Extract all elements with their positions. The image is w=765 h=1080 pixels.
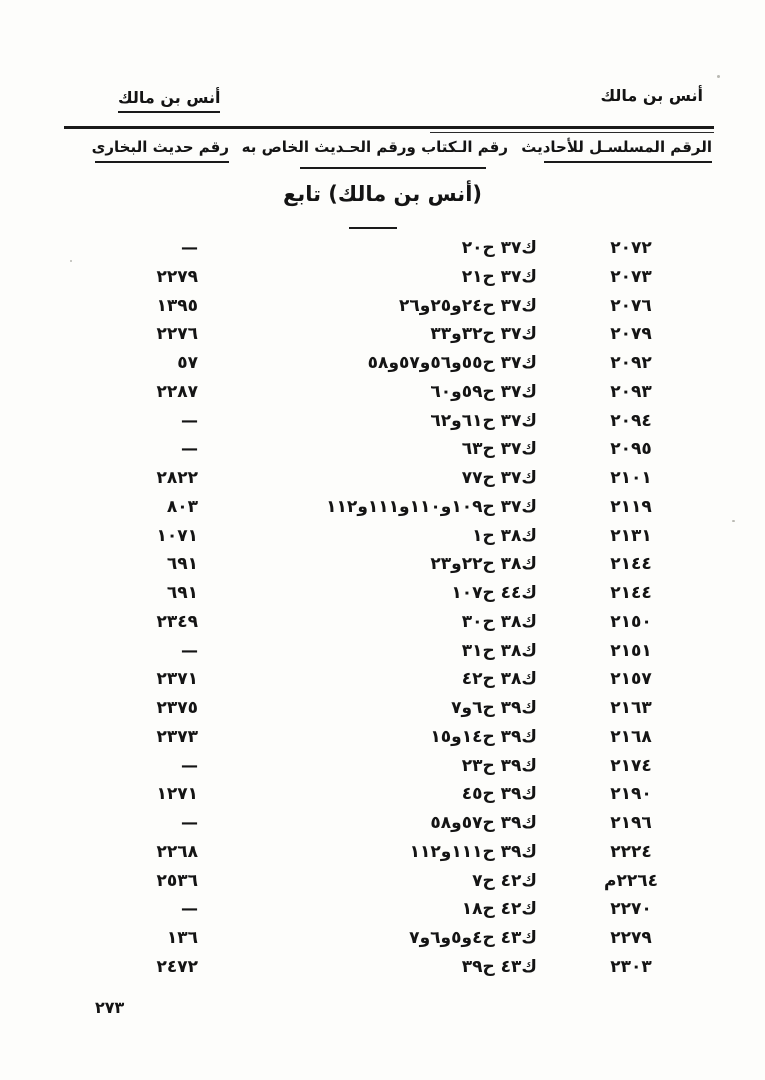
serial-number-cell: ٢١٩٠ [610, 784, 652, 805]
bukhari-number-cell: ٢٢٧٦ [156, 324, 198, 345]
bukhari-number-cell: ١٣٦ [166, 928, 198, 948]
table-row [0, 378, 765, 407]
running-head-left: أنس بن مالك [118, 88, 220, 113]
serial-number-cell: ٢١٣١ [610, 525, 652, 546]
table-row [0, 493, 765, 522]
scan-speck [70, 260, 72, 262]
bukhari-number-cell: — [181, 410, 198, 431]
table-row [0, 694, 765, 723]
book-hadith-number-cell: ك٣٨ ح١ [472, 525, 537, 546]
scan-speck [717, 75, 720, 78]
bukhari-number-cell: — [181, 755, 198, 776]
column-header-book-hadith-underline [300, 167, 486, 169]
column-header-serial: الرقم المسلسـل للأحاديث [544, 138, 712, 163]
book-hadith-number-cell: ك٣٨ ح٣٠ [461, 611, 537, 632]
table-row [0, 752, 765, 781]
bukhari-number-cell: — [181, 439, 198, 460]
table-row [0, 464, 765, 493]
table-row [0, 407, 765, 436]
serial-number-cell: ٢٠٩٣ [610, 381, 652, 402]
bukhari-number-cell: ٢٣٧٣ [156, 726, 198, 747]
bukhari-number-cell: — [181, 640, 198, 661]
table-row [0, 637, 765, 666]
bukhari-number-cell: ٦٩١ [166, 554, 198, 575]
book-hadith-number-cell: ك٣٩ ح٢٣ [461, 755, 537, 776]
running-head-right: أنس بن مالك [600, 86, 703, 105]
book-hadith-number-cell: ك٣٨ ح٢٢و٢٣ [430, 554, 537, 575]
bukhari-number-cell: ٥٧ [177, 353, 198, 373]
table-row [0, 838, 765, 867]
bukhari-number-cell: ٢٢٦٨ [156, 841, 198, 862]
book-hadith-number-cell: ك٤٣ ح٤و٥و٦و٧ [409, 928, 537, 948]
bukhari-number-cell: ٢٣٤٩ [156, 611, 198, 632]
serial-number-cell: ٢٠٧٣ [610, 266, 652, 287]
book-hadith-number-cell: ك٣٧ ح٥٥و٥٦و٥٧و٥٨ [367, 353, 537, 373]
serial-number-cell: ٢٢٦٤م [604, 870, 658, 891]
section-title-mark [349, 227, 397, 229]
serial-number-cell: ٢٠٧٩ [610, 324, 652, 345]
table-row [0, 809, 765, 838]
bukhari-number-cell: ٦٩١ [166, 583, 198, 603]
bukhari-number-cell: ١٢٧١ [156, 784, 198, 805]
serial-number-cell: ٢١٦٣ [610, 698, 652, 718]
column-header-bukhari: رقم حديث البخارى [95, 138, 229, 163]
bukhari-number-cell: ٢٥٣٦ [156, 870, 198, 891]
table-row [0, 349, 765, 378]
serial-number-cell: ٢١٥٧ [610, 669, 652, 690]
bukhari-number-cell: ٢٣٧١ [156, 669, 198, 690]
bukhari-number-cell: ١٣٩٥ [156, 295, 198, 316]
bukhari-number-cell: ٨٠٣ [166, 496, 198, 517]
bukhari-number-cell: ٢٨٢٢ [156, 468, 198, 488]
table-row [0, 723, 765, 752]
book-hadith-number-cell: ك٣٩ ح١١١و١١٢ [409, 841, 537, 862]
serial-number-cell: ٢٢٢٤ [610, 841, 652, 862]
serial-number-cell: ٢٠٩٤ [610, 410, 652, 431]
page-number: ٢٧٣ [95, 998, 125, 1017]
serial-number-cell: ٢٢٧٠ [610, 899, 652, 920]
book-hadith-number-cell: ك٣٧ ح٦١و٦٢ [430, 410, 537, 431]
table-row [0, 665, 765, 694]
serial-number-cell: ٢٠٧٢ [610, 238, 652, 258]
table-row [0, 924, 765, 953]
section-title: (أنس بن مالك) تابع [282, 182, 482, 206]
serial-number-cell: ٢١١٩ [610, 496, 652, 517]
table-row [0, 435, 765, 464]
table-row [0, 579, 765, 608]
book-hadith-number-cell: ك٣٩ ح٤٥ [461, 784, 537, 805]
table-row [0, 263, 765, 292]
scan-speck [732, 520, 735, 522]
table-row [0, 320, 765, 349]
serial-number-cell: ٢١٥١ [610, 640, 652, 661]
table-row [0, 234, 765, 263]
table-row [0, 953, 765, 982]
book-hadith-number-cell: ك٣٧ ح٢٠ [461, 238, 537, 258]
bukhari-number-cell: — [181, 813, 198, 833]
book-hadith-number-cell: ك٣٧ ح٧٧ [461, 468, 537, 488]
book-hadith-number-cell: ك٣٧ ح٥٩و٦٠ [430, 381, 537, 402]
serial-number-cell: ٢٣٠٣ [610, 956, 652, 977]
table-row [0, 867, 765, 896]
book-hadith-number-cell: ك٣٩ ح٥٧و٥٨ [430, 813, 537, 833]
serial-number-cell: ٢٢٧٩ [610, 928, 652, 948]
bukhari-number-cell: ١٠٧١ [156, 525, 198, 546]
bukhari-number-cell: ٢٢٧٩ [156, 266, 198, 287]
book-hadith-number-cell: ك٤٤ ح١٠٧ [451, 583, 537, 603]
serial-number-cell: ٢١٤٤ [610, 554, 652, 575]
bukhari-number-cell: ٢٣٧٥ [156, 698, 198, 718]
table-row [0, 550, 765, 579]
bukhari-number-cell: — [181, 238, 198, 258]
serial-number-cell: ٢١٠١ [610, 468, 652, 488]
book-hadith-number-cell: ك٤٢ ح١٨ [461, 899, 537, 920]
header-rule [64, 126, 714, 129]
serial-number-cell: ٢٠٧٦ [610, 295, 652, 316]
book-hadith-number-cell: ك٣٧ ح٦٣ [461, 439, 537, 460]
bukhari-number-cell: ٢٤٧٢ [156, 956, 198, 977]
hadith-index-table [0, 234, 765, 982]
column-header-book-hadith: رقم الـكتاب ورقم الحـديث الخاص به [241, 138, 508, 156]
book-hadith-number-cell: ك٣٧ ح١٠٩و١١٠و١١١و١١٢ [326, 496, 537, 517]
book-hadith-number-cell: ك٣٧ ح٣٢و٣٣ [430, 324, 537, 345]
serial-number-cell: ٢١٦٨ [610, 726, 652, 747]
serial-number-cell: ٢١٧٤ [610, 755, 652, 776]
book-hadith-number-cell: ك٤٣ ح٣٩ [461, 956, 537, 977]
book-hadith-number-cell: ك٣٩ ح١٤و١٥ [430, 726, 537, 747]
serial-number-cell: ٢١٤٤ [610, 583, 652, 603]
table-row [0, 608, 765, 637]
serial-number-cell: ٢٠٩٥ [610, 439, 652, 460]
table-row [0, 522, 765, 551]
bukhari-number-cell: — [181, 899, 198, 920]
book-hadith-number-cell: ك٣٩ ح٦و٧ [451, 698, 537, 718]
book-hadith-number-cell: ك٣٨ ح٤٢ [461, 669, 537, 690]
book-hadith-number-cell: ك٣٧ ح٢٤و٢٥و٢٦ [399, 295, 537, 316]
book-hadith-number-cell: ك٣٨ ح٣١ [461, 640, 537, 661]
bukhari-number-cell: ٢٢٨٧ [156, 381, 198, 402]
serial-number-cell: ٢١٩٦ [610, 813, 652, 833]
header-rule-secondary [430, 132, 714, 133]
serial-number-cell: ٢١٥٠ [610, 611, 652, 632]
serial-number-cell: ٢٠٩٢ [610, 353, 652, 373]
book-hadith-number-cell: ك٤٢ ح٧ [472, 870, 537, 891]
table-row [0, 780, 765, 809]
table-row [0, 292, 765, 321]
book-hadith-number-cell: ك٣٧ ح٢١ [461, 266, 537, 287]
table-row [0, 895, 765, 924]
